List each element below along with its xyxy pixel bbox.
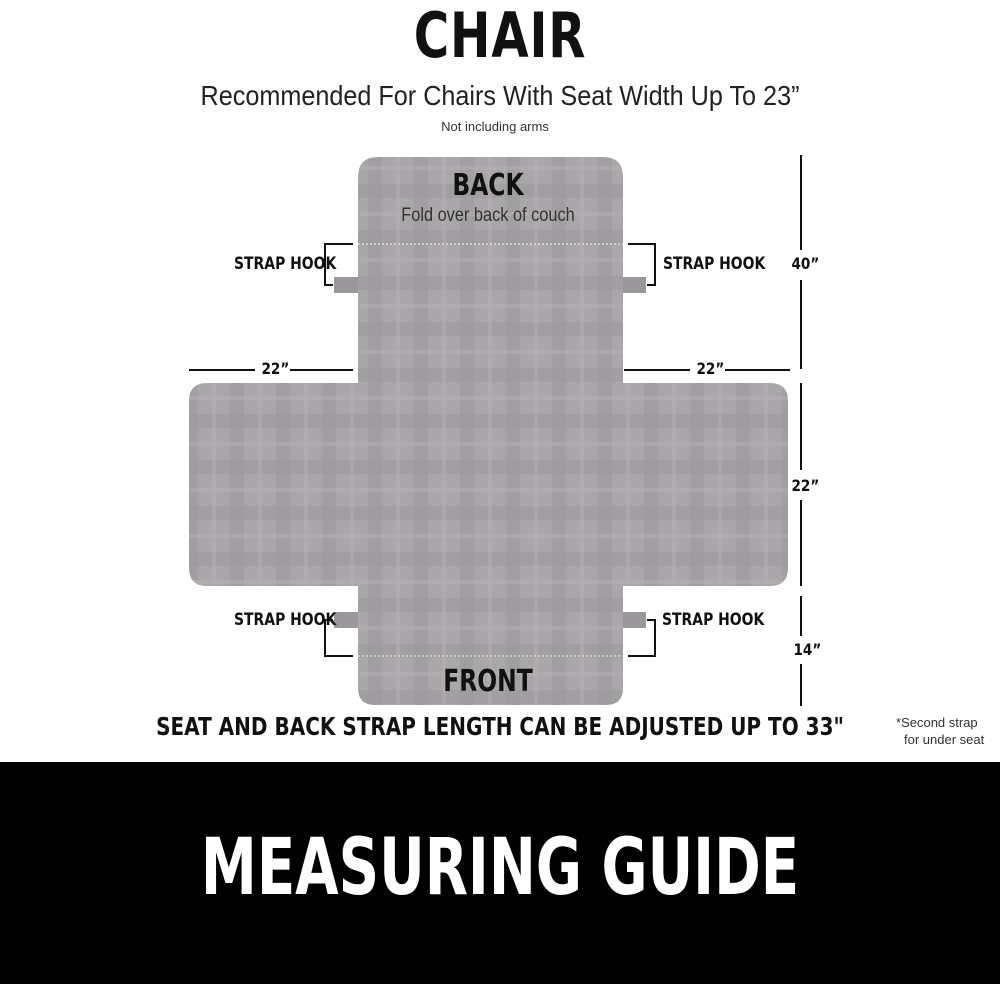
- page-title: CHAIR: [413, 0, 587, 72]
- back-label: BACK: [452, 168, 524, 203]
- back-fold-note: Fold over back of couch: [401, 205, 575, 226]
- seat-depth: 22”: [791, 476, 820, 495]
- page-subtitle: Recommended For Chairs With Seat Width Up To 23”: [200, 80, 800, 111]
- arms-note: Not including arms: [441, 119, 549, 134]
- footnote-line-2: for under seat: [904, 732, 985, 747]
- second-strap-footnote: [896, 714, 996, 748]
- strap-hook-label-bottom-left: STRAP HOOK: [234, 610, 337, 630]
- front-flap-length: 14”: [793, 640, 822, 659]
- arm-width-left: 22”: [261, 359, 290, 378]
- banner-title: MEASURING GUIDE: [200, 823, 800, 913]
- strap-hook-label-top-left: STRAP HOOK: [234, 254, 337, 274]
- front-label: FRONT: [443, 664, 533, 699]
- arm-width-right: 22”: [696, 359, 725, 378]
- back-height: 40”: [791, 254, 820, 273]
- footnote-line-1: *Second strap: [896, 715, 978, 730]
- strap-hook-label-top-right: STRAP HOOK: [663, 254, 766, 274]
- strap-hook-label-bottom-right: STRAP HOOK: [662, 610, 765, 630]
- strap-adjust-note: SEAT AND BACK STRAP LENGTH CAN BE ADJUSTED UP TO 33": [156, 712, 844, 741]
